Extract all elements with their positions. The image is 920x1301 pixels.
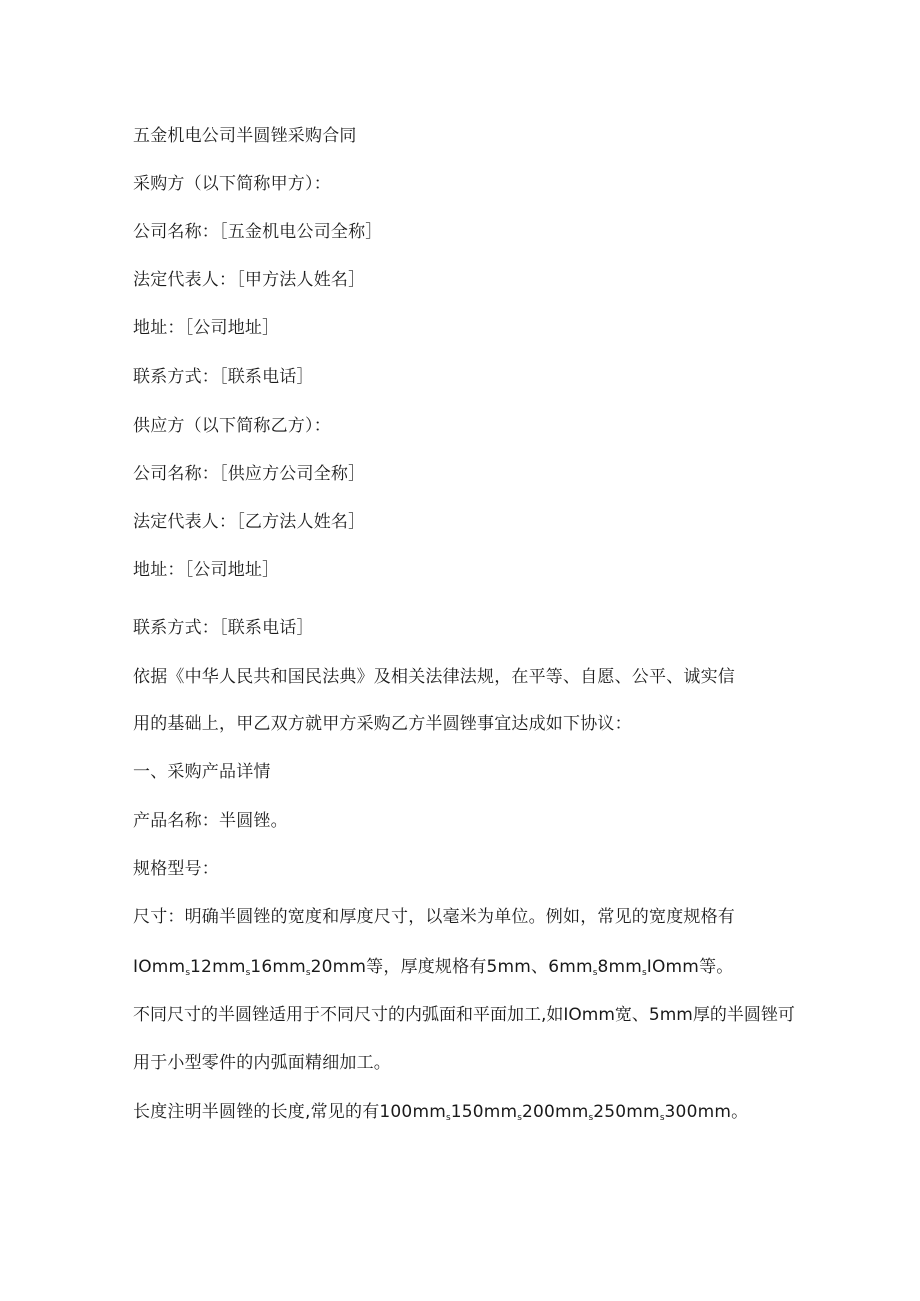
size-text: 16mm (250, 957, 306, 977)
buyer-contact: 联系方式：［联系电话］ (133, 367, 314, 387)
length-separator: s (445, 1113, 451, 1123)
buyer-heading: 采购方（以下简称甲方）： (133, 174, 331, 194)
seller-contact: 联系方式：［联系电话］ (133, 618, 314, 638)
document-title: 五金机电公司半圆锉采购合同 (133, 126, 357, 146)
length-text: 250mm (593, 1102, 660, 1122)
spec-heading: 规格型号： (133, 859, 219, 879)
size-description-line-2 (133, 955, 733, 985)
length-description (133, 1100, 748, 1130)
seller-heading: 供应方（以下简称乙方）： (133, 416, 331, 436)
length-separator: s (659, 1113, 665, 1123)
length-separator: s (588, 1113, 594, 1123)
usage-line-1: 不同尺寸的半圆锉适用于不同尺寸的内弧面和平面加工,如IOmm宽、5mm厚的半圆锉可 (133, 1005, 795, 1025)
size-description-line-1: 尺寸：明确半圆锉的宽度和厚度尺寸，以毫米为单位。例如，常见的宽度规格有 (133, 907, 735, 927)
buyer-company-name: 公司名称：［五金机电公司全称］ (133, 222, 383, 242)
size-text: IOmm (133, 957, 186, 977)
seller-company-name: 公司名称：［供应方公司全称］ (133, 464, 366, 484)
length-text: 150mm (450, 1102, 518, 1122)
size-separator: s (642, 968, 647, 978)
size-text: IOmm等。 (646, 957, 734, 977)
size-text: 20mm等，厚度规格有5mm、6mm (310, 957, 593, 977)
preamble-line-1: 依据《中华人民共和国民法典》及相关法律法规，在平等、自愿、公平、诚实信 (133, 667, 735, 687)
size-separator: s (185, 968, 191, 978)
length-text: 300mm。 (664, 1102, 749, 1122)
size-text: 8mm (597, 957, 643, 977)
length-text: 200mm (521, 1102, 589, 1122)
length-separator: s (517, 1113, 522, 1123)
seller-legal-representative: 法定代表人：［乙方法人姓名］ (133, 512, 366, 532)
buyer-address: 地址：［公司地址］ (133, 318, 280, 338)
product-name: 产品名称：半圆锉。 (133, 811, 288, 831)
size-separator: s (245, 968, 251, 978)
usage-line-2: 用于小型零件的内弧面精细加工。 (133, 1053, 391, 1073)
preamble-line-2: 用的基础上，甲乙双方就甲方采购乙方半圆锉事宜达成如下协议： (133, 714, 632, 734)
size-separator: s (592, 968, 598, 978)
length-text: 长度注明半圆锉的长度,常见的有100mm (133, 1102, 446, 1122)
buyer-legal-representative: 法定代表人：［甲方法人姓名］ (133, 270, 366, 290)
size-text: 12mm (190, 957, 246, 977)
size-separator: s (305, 968, 311, 978)
section-heading-1: 一、采购产品详情 (133, 762, 271, 782)
seller-address: 地址：［公司地址］ (133, 560, 280, 580)
